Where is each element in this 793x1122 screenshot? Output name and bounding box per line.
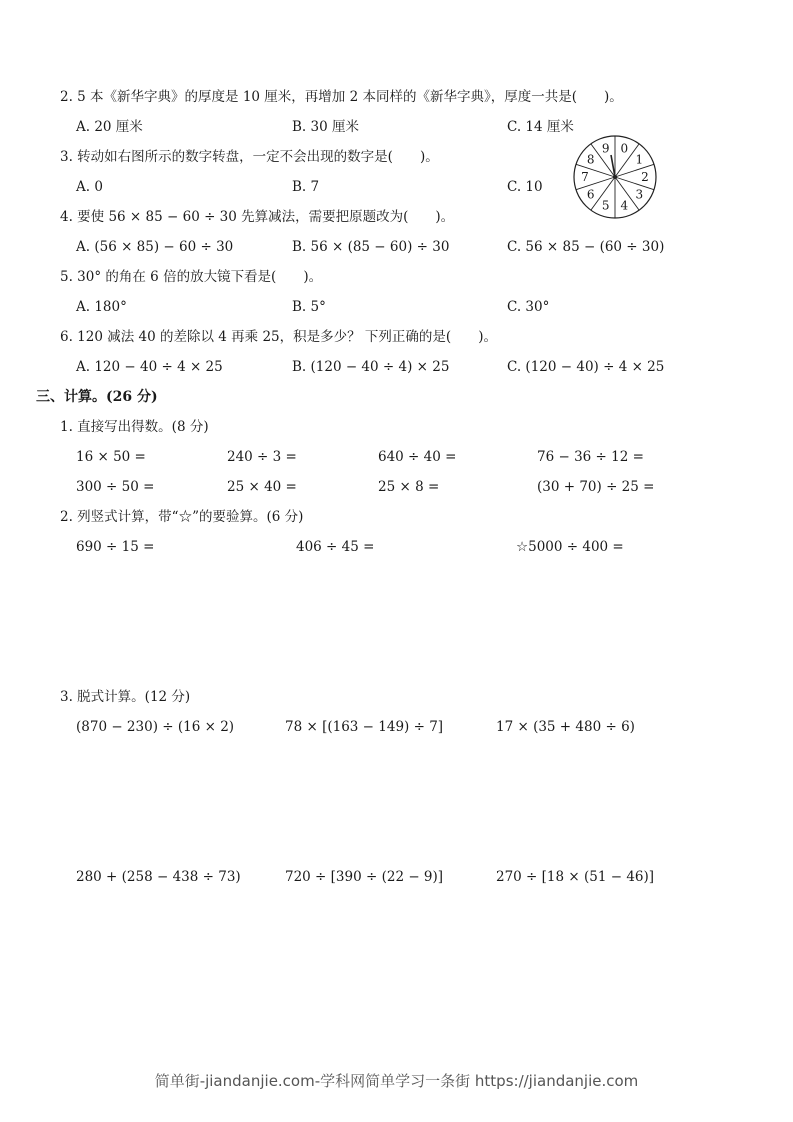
question-3-option-b: B. 7 xyxy=(292,179,320,195)
stepwise-calc-item: 720 ÷ [390 ÷ (22 − 9)] xyxy=(285,869,444,885)
question-2-option-a: A. 20 厘米 xyxy=(76,119,143,135)
oral-calc-item: 76 − 36 ÷ 12 = xyxy=(537,449,644,465)
spinner-number: 4 xyxy=(620,198,629,213)
number-spinner-figure xyxy=(571,133,659,221)
spinner-number: 2 xyxy=(641,170,649,184)
vertical-calc-item: 406 ÷ 45 = xyxy=(296,539,375,555)
oral-calc-item: 25 × 8 = xyxy=(378,479,440,495)
oral-calc-item: 640 ÷ 40 = xyxy=(378,449,457,465)
page-footer: 简单街-jiandanjie.com-学科网简单学习一条街 https://jiandanjie.com xyxy=(154,1072,639,1090)
spinner-center xyxy=(613,175,617,179)
question-5-option-c: C. 30° xyxy=(507,299,550,315)
vertical-calc-item: 690 ÷ 15 = xyxy=(76,539,155,555)
spinner-number: 9 xyxy=(601,141,610,156)
stepwise-calc-item: 270 ÷ [18 × (51 − 46)] xyxy=(496,869,655,885)
spinner-number: 3 xyxy=(635,187,644,202)
question-2-option-c: C. 14 厘米 xyxy=(507,119,574,135)
oral-calc-item: 16 × 50 = xyxy=(76,449,146,465)
oral-calc-item: (30 + 70) ÷ 25 = xyxy=(537,479,655,495)
question-4-option-b: B. 56 × (85 − 60) ÷ 30 xyxy=(292,239,450,255)
question-5-stem: 5. 30° 的角在 6 倍的放大镜下看是( )。 xyxy=(60,269,323,285)
stepwise-calc-item: 17 × (35 + 480 ÷ 6) xyxy=(496,719,635,735)
section-3-title: 三、计算。(26 分) xyxy=(36,389,158,405)
question-6-stem: 6. 120 减法 40 的差除以 4 再乘 25，积是多少？ 下列正确的是( )。 xyxy=(60,329,497,345)
question-4-option-a: A. (56 × 85) − 60 ÷ 30 xyxy=(76,239,234,255)
part-1-title: 1. 直接写出得数。(8 分) xyxy=(60,419,209,435)
oral-calc-item: 240 ÷ 3 = xyxy=(227,449,297,465)
spinner-number: 8 xyxy=(586,152,595,167)
question-3-stem: 3. 转动如右图所示的数字转盘，一定不会出现的数字是( )。 xyxy=(60,149,439,165)
vertical-calc-item: ☆5000 ÷ 400 = xyxy=(516,539,624,555)
question-6-option-b: B. (120 − 40 ÷ 4) × 25 xyxy=(292,359,450,375)
question-3-option-a: A. 0 xyxy=(76,179,103,195)
question-2-option-b: B. 30 厘米 xyxy=(292,119,359,135)
question-5-option-a: A. 180° xyxy=(76,299,127,315)
spinner-number: 1 xyxy=(635,152,644,167)
part-2-title: 2. 列竖式计算，带“☆”的要验算。(6 分) xyxy=(60,509,304,525)
stepwise-calc-item: 280 + (258 − 438 ÷ 73) xyxy=(76,869,241,885)
question-3-option-c: C. 10 xyxy=(507,179,543,195)
stepwise-calc-item: (870 − 230) ÷ (16 × 2) xyxy=(76,719,235,735)
oral-calc-item: 300 ÷ 50 = xyxy=(76,479,155,495)
question-2-stem: 2. 5 本《新华字典》的厚度是 10 厘米，再增加 2 本同样的《新华字典》，厚度一共是( )。 xyxy=(60,89,623,105)
question-6-option-a: A. 120 − 40 ÷ 4 × 25 xyxy=(76,359,223,375)
question-6-option-c: C. (120 − 40) ÷ 4 × 25 xyxy=(507,359,665,375)
oral-calc-item: 25 × 40 = xyxy=(227,479,297,495)
question-5-option-b: B. 5° xyxy=(292,299,326,315)
question-4-stem: 4. 要使 56 × 85 − 60 ÷ 30 先算减法，需要把原题改为( )。 xyxy=(60,209,455,225)
spinner-number: 7 xyxy=(581,170,589,184)
part-3-title: 3. 脱式计算。(12 分) xyxy=(60,689,191,705)
question-4-option-c: C. 56 × 85 − (60 ÷ 30) xyxy=(507,239,665,255)
stepwise-calc-item: 78 × [(163 − 149) ÷ 7] xyxy=(285,719,444,735)
spinner-number: 6 xyxy=(586,187,595,202)
spinner-number: 5 xyxy=(601,198,610,213)
spinner-number: 0 xyxy=(620,141,629,156)
